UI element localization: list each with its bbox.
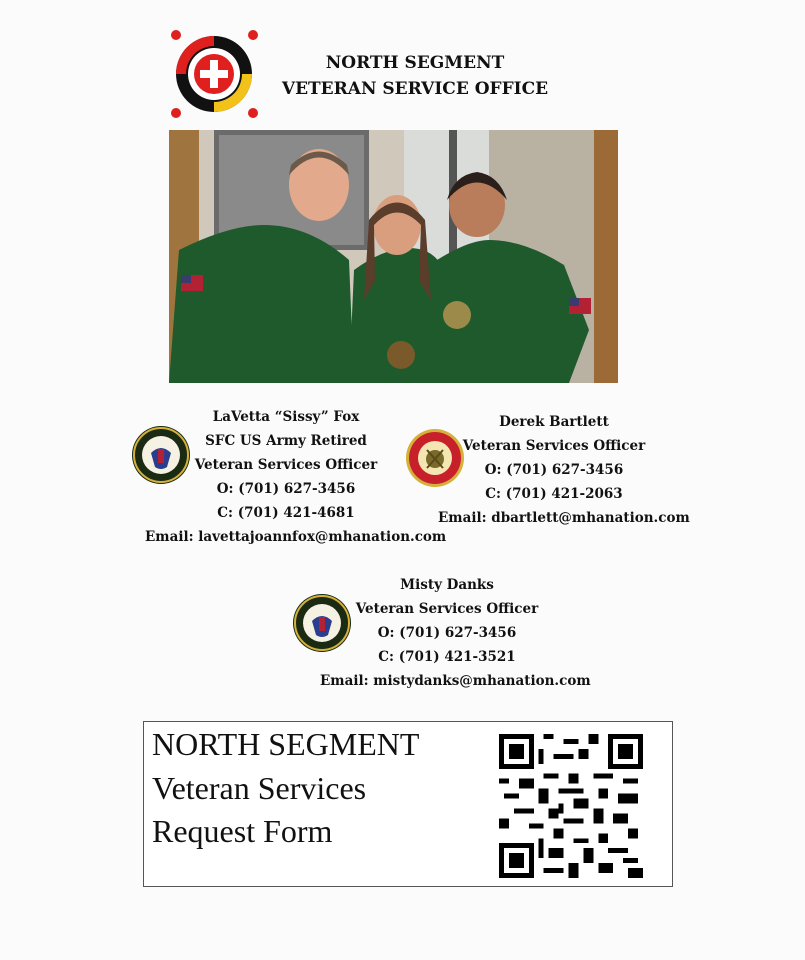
request-form-box[interactable] [143,721,673,887]
contact-card-fox [145,405,447,549]
form-title-line-3: Request Form [152,813,333,849]
page-title [270,50,560,102]
contact-card-danks [320,573,591,693]
contact-cell-phone: C: (701) 421-2063 [485,486,623,502]
contact-name: Derek Bartlett [499,414,609,430]
staff-group-photo [169,130,618,383]
contact-role: Veteran Services Officer [462,438,646,454]
contact-cell-phone: C: (701) 421-3521 [378,649,516,665]
contact-role: Veteran Services Officer [194,457,378,473]
contact-name: Misty Danks [400,577,494,593]
title-line-2: VETERAN SERVICE OFFICE [281,79,549,99]
contact-card-bartlett [438,410,690,530]
contact-role: Veteran Services Officer [355,601,539,617]
contact-email: Email: lavettajoannfox@mhanation.com [145,529,447,545]
organization-logo [168,28,260,120]
form-title-line-2: Veteran Services [152,770,367,806]
contact-office-phone: O: (701) 627-3456 [484,462,624,478]
qr-code-icon[interactable] [499,734,643,878]
contact-email: Email: dbartlett@mhanation.com [438,510,690,526]
contact-email: Email: mistydanks@mhanation.com [320,673,591,689]
contact-office-phone: O: (701) 627-3456 [216,481,356,497]
contact-office-phone: O: (701) 627-3456 [377,625,517,641]
contact-rank: SFC US Army Retired [205,433,367,449]
contact-cell-phone: C: (701) 421-4681 [217,505,355,521]
form-title-line-1: NORTH SEGMENT [152,726,420,762]
contact-name: LaVetta “Sissy” Fox [212,409,360,425]
title-line-1: NORTH SEGMENT [325,53,505,73]
